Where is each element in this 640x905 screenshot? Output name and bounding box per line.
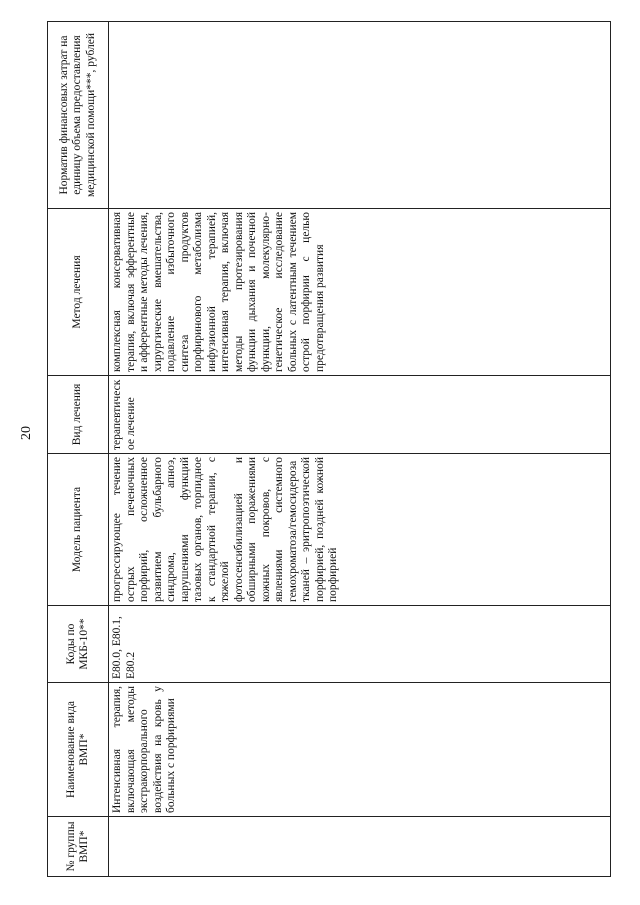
cell-group-number xyxy=(109,817,611,877)
cell-vmp-name: Интенсивная терапия, включающая методы экстракорпорального воздействия на кровь у больных с порфириями xyxy=(109,683,611,817)
vmp-table-container xyxy=(47,22,611,877)
page-number: 20 xyxy=(19,426,34,440)
header-treatment-type: Вид лечения xyxy=(48,376,109,454)
table-header-row xyxy=(48,22,109,877)
header-group-number: № группы ВМП* xyxy=(48,817,109,877)
cell-cost-norm xyxy=(109,22,611,209)
cell-patient-model: прогрессирующее течение острых печеночных порфирий, осложненное развитием бульбарного синдрома, апноэ, нарушениями функций тазовых органов, торпидное к стандартной терапии, с тяжелой фотосенсибилизацией и обширными поражениями кожных покровов, с явлениями системного гемохроматоза/гемосидероза тканей – эритропоэтической порфирией, поздней кожной порфирией xyxy=(109,454,611,606)
header-icd-codes: Коды по МКБ-10** xyxy=(48,606,109,683)
header-patient-model: Модель пациента xyxy=(48,454,109,606)
vmp-table xyxy=(47,21,611,877)
cell-treatment-method: комплексная консервативная терапия, включая эфферентные и афферентные методы лечения, хирургические вмешательства, подавление избыточного синтеза продуктов порфиринового метаболизма инфузионной терапией, интенсивная терапия, включая методы протезирования функции дыхания и почечной функции, молекулярно-генетическое исследование больных с латентным течением острой порфирии с целью предотвращения развития xyxy=(109,209,611,376)
header-vmp-name: Наименование вида ВМП* xyxy=(48,683,109,817)
cell-icd-codes: E80.0, E80.1, E80.2 xyxy=(109,606,611,683)
cell-treatment-type: терапевтическое лечение xyxy=(109,376,611,454)
header-cost-norm: Норматив финансовых затрат на единицу объема предоставления медицинской помощи***, рублей xyxy=(48,22,109,209)
header-treatment-method: Метод лечения xyxy=(48,209,109,376)
table-row xyxy=(109,22,611,877)
